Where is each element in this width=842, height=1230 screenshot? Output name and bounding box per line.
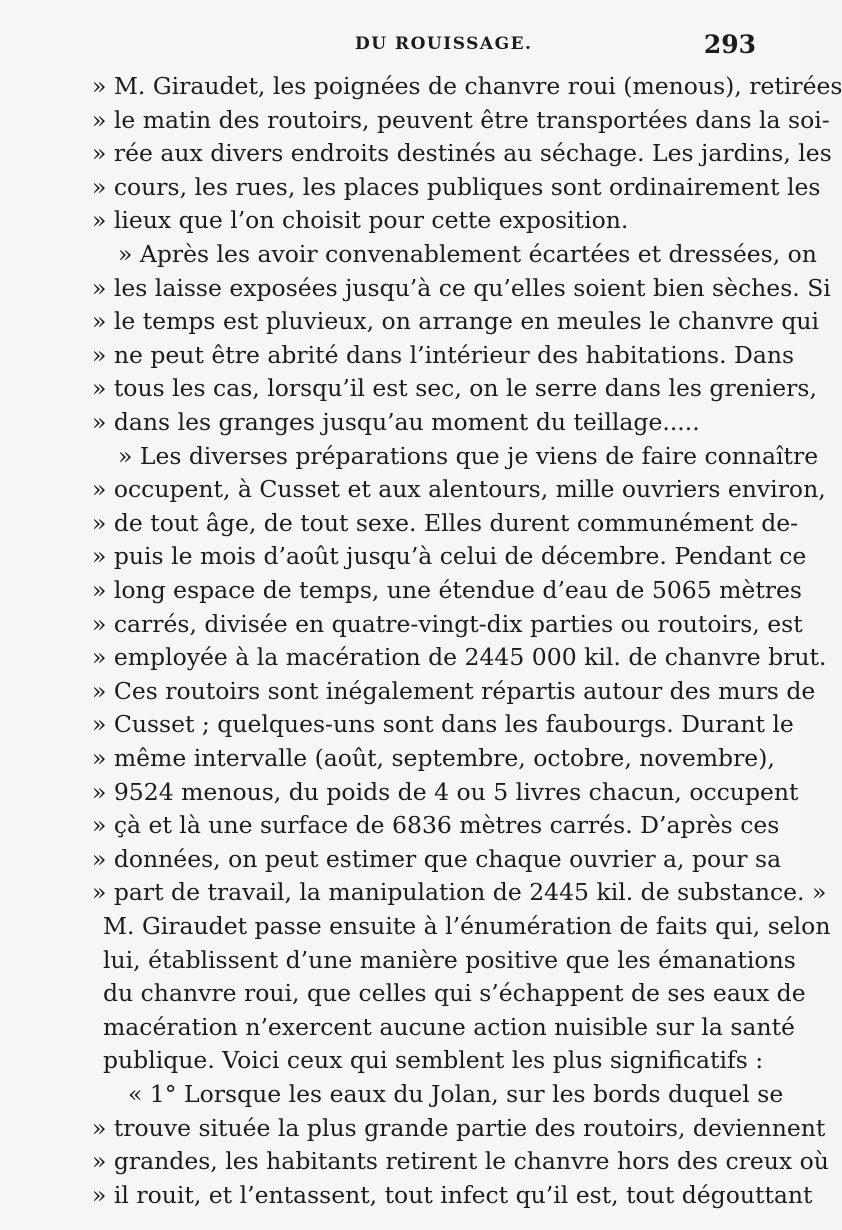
text-line: » lieux que l’on choisit pour cette exposition. — [92, 206, 629, 235]
text-line: » trouve située la plus grande partie des routoirs, deviennent — [92, 1113, 826, 1142]
text-line: » occupent, à Cusset et aux alentours, mille ouvriers environ, — [92, 475, 826, 504]
text-line: » employée à la macération de 2445 000 kil. de chanvre brut. — [92, 643, 827, 672]
text-line: » cours, les rues, les places publiques sont ordinairement les — [92, 172, 821, 201]
text-line: » Ces routoirs sont inégalement répartis autour des murs de — [92, 676, 816, 705]
text-line: » 9524 menous, du poids de 4 ou 5 livres chacun, occupent — [92, 777, 799, 806]
text-line: » il rouit, et l’entassent, tout infect qu’il est, tout dégouttant — [92, 1180, 813, 1209]
text-line: macération n’exercent aucune action nuisible sur la santé — [103, 1012, 795, 1041]
text-line: » long espace de temps, une étendue d’eau de 5065 mètres — [92, 576, 802, 604]
page-header — [0, 30, 800, 64]
text-line: » çà et là une surface de 6836 mètres carrés. D’après ces — [92, 811, 780, 840]
text-line: » tous les cas, lorsqu’il est sec, on le serre dans les greniers, — [92, 374, 817, 403]
text-line: » M. Giraudet, les poignées de chanvre roui (menous), retirées — [92, 72, 842, 100]
text-line: » le matin des routoirs, peuvent être transportées dans la soi- — [92, 105, 830, 134]
text-line: » carrés, divisée en quatre-vingt-dix parties ou routoirs, est — [92, 609, 803, 638]
text-line: » puis le mois d’août jusqu’à celui de décembre. Pendant ce — [92, 542, 807, 571]
text-line: » même intervalle (août, septembre, octobre, novembre), — [92, 744, 775, 772]
text-line: » rée aux divers endroits destinés au séchage. Les jardins, les — [92, 139, 832, 168]
page-number: 293 — [703, 30, 756, 59]
text-line: lui, établissent d’une manière positive que les émanations — [103, 945, 796, 974]
text-line: » grandes, les habitants retirent le chanvre hors des creux où — [92, 1147, 829, 1176]
text-line: « 1° Lorsque les eaux du Jolan, sur les bords duquel se — [128, 1080, 784, 1108]
text-line: du chanvre roui, que celles qui s’échappent de ses eaux de — [103, 979, 806, 1008]
text-line: M. Giraudet passe ensuite à l’énumération de faits qui, selon — [103, 912, 831, 940]
text-line: » Les diverses préparations que je viens de faire connaître — [118, 441, 819, 470]
text-line: publique. Voici ceux qui semblent les plus significatifs : — [103, 1046, 764, 1075]
text-line: » part de travail, la manipulation de 2445 kil. de substance. » — [92, 878, 827, 907]
running-head: DU ROUISSAGE. — [355, 34, 533, 54]
text-line: » de tout âge, de tout sexe. Elles durent communément de- — [92, 508, 799, 537]
text-line: » données, on peut estimer que chaque ouvrier a, pour sa — [92, 844, 782, 873]
text-line: » le temps est pluvieux, on arrange en meules le chanvre qui — [92, 307, 820, 336]
text-line: » dans les granges jusqu’au moment du teillage..... — [92, 408, 700, 436]
text-line: » les laisse exposées jusqu’à ce qu’elles soient bien sèches. Si — [92, 273, 831, 302]
text-line: » Après les avoir convenablement écartées et dressées, on — [118, 240, 817, 268]
text-line: » ne peut être abrité dans l’intérieur des habitations. Dans — [92, 340, 795, 369]
text-line: » Cusset ; quelques-uns sont dans les faubourgs. Durant le — [92, 710, 794, 739]
